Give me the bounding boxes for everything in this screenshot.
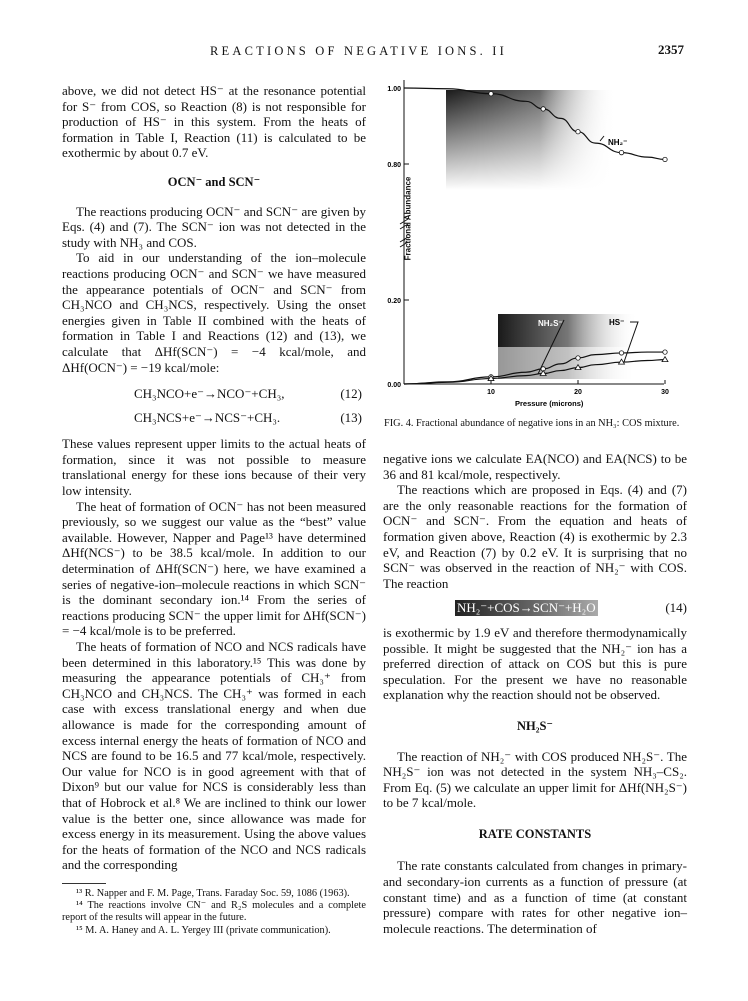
data-point <box>576 356 580 360</box>
x-axis-label: Pressure (microns) <box>515 399 584 408</box>
equation-12 <box>62 386 366 402</box>
y-tick-label: 1.00 <box>387 86 401 93</box>
y-axis-label: Fractional Abundance <box>403 176 413 261</box>
running-header: REACTIONS OF NEGATIVE IONS. II <box>210 44 508 58</box>
paragraph: above, we did not detect HS⁻ at the resonance potential for S⁻ from COS, so Reaction (8) is not responsible for production of HS⁻ in this system. From the heats of formation in Table I, Reaction (11) is calculated to be exothermic by about 0.7 eV. <box>62 83 366 161</box>
y-tick-label: 0.20 <box>387 298 401 305</box>
data-point <box>576 130 580 134</box>
equation-text: CH₃NCO+e⁻→NCO⁻+CH₃, <box>134 386 285 402</box>
x-tick-label: 10 <box>487 389 495 396</box>
equation-number: (14) <box>665 600 687 616</box>
section-heading-rate-constants: RATE CONSTANTS <box>478 826 592 841</box>
figure-4-chart <box>372 72 692 412</box>
equation-number: (12) <box>340 386 362 402</box>
figure-caption: FIG. 4. Fractional abundance of negative ions in an NH₃: COS mixture. <box>384 418 680 429</box>
paragraph: The reactions which are proposed in Eqs. (4) and (7) are the only reasonable reactions for the formation of OCN⁻ and SCN⁻. From the equation and heats of formation given above, Reaction (4) is exothermic by 2.3 eV, and Reaction (7) by 0.2 eV. It is surprising that no SCN⁻ was observed in the reaction of NH₂⁻ with COS. The reaction <box>383 482 687 591</box>
paragraph: To aid in our understanding of the ion–molecule reactions producing OCN⁻ and SCN⁻ we have measured the appearance potentials of OCN⁻ and SCN⁻ from CH₃NCO and CH₃NCS, respectively. Using the onset energies given in Table II combined with the heats of formation in Table I and Reactions (12) and (13), we calculate that ΔHf(SCN⁻) = −4 kcal/mole, and ΔHf(OCN⁻) = −19 kcal/mole: <box>62 250 366 375</box>
shading-artifact <box>446 90 616 190</box>
shading-artifact <box>498 347 638 379</box>
left-column <box>62 83 366 937</box>
equation-14 <box>455 600 687 616</box>
data-point <box>619 351 623 355</box>
label-nh2: NH₂⁻ <box>608 138 628 147</box>
paragraph: The reactions producing OCN⁻ and SCN⁻ are given by Eqs. (4) and (7). The SCN⁻ ion was not detected in the study with NH₃ and COS. <box>62 203 366 250</box>
paragraph: The heats of formation of NCO and NCS radicals have been determined in this laboratory.¹⁵ This was done by measuring the appearance potentials of CH₃⁺ from CH₃NCO and CH₃NCS. The CH₃⁺ was formed in each case with excess translational energy and when due allowance is made for the corresponding amount of excess internal energy the heats of formation of NCO and NCS are found to be 16.5 and 77 kcal/mole, respectively. Our value for NCO is in good agreement with that of Dixon⁹ but our value for NCS is considerably less than that of Hobrock et al.⁸ We are inclined to think our lower value is the better one, since allowance was made for excess energy in its measurement. Using the above values for the heats of formation of the NCO and NCS radicals and the corresponding <box>62 639 366 873</box>
equation-text: CH₃NCS+e⁻→NCS⁻+CH₃. <box>134 409 281 425</box>
equation-text: NH₂⁻+COS→SCN⁻+H₂O <box>457 600 596 616</box>
equation-number: (13) <box>340 409 362 425</box>
data-point <box>663 350 667 354</box>
footnote-14: ¹⁴ The reactions involve CN⁻ and R₂S molecules and a complete report of the results will appear in the future. <box>62 900 366 924</box>
footnotes <box>62 883 366 937</box>
label-nh2s: NH₂S⁻ <box>538 319 563 328</box>
equation-13 <box>62 410 366 426</box>
paragraph: These values represent upper limits to the actual heats of formation, since it was not possible to measure translational energy for these ions because of their very low intensity. <box>62 436 366 499</box>
data-point <box>489 92 493 96</box>
data-point <box>663 157 667 161</box>
x-tick-label: 30 <box>661 389 669 396</box>
data-point <box>541 107 545 111</box>
footnote-rule <box>62 883 106 884</box>
paragraph: The reaction of NH₂⁻ with COS produced NH₂S⁻. The NH₂S⁻ ion was not detected in the system NH₃–CS₂. From Eq. (5) we calculate an upper limit for ΔHf(NH₂S⁻) to be 7 kcal/mole. <box>383 748 687 811</box>
section-heading-nh2s: NH₂S⁻ <box>516 718 554 733</box>
label-hs: HS⁻ <box>609 318 625 327</box>
paragraph: The rate constants calculated from changes in primary- and secondary-ion currents as a function of pressure (at constant time) and as a function of time (at constant pressure) compare with rates for other negative ion–molecule reactions. The determination of <box>383 858 687 936</box>
page-number: 2357 <box>658 42 684 57</box>
paragraph: is exothermic by 1.9 eV and therefore thermodynamically possible. It might be suggested that the NH₂⁻ ion has a preferred direction of attack on COS but this is pure speculation. For the present we have no reasonable explanation why the reaction should not be observed. <box>383 624 687 703</box>
data-point <box>619 150 623 154</box>
y-tick-label: 0.00 <box>387 382 401 389</box>
section-heading-ocn-scn: OCN⁻ and SCN⁻ <box>167 174 261 189</box>
paragraph: negative ions we calculate EA(NCO) and EA(NCS) to be 36 and 81 kcal/mole, respectively. <box>383 451 687 482</box>
y-tick-label: 0.80 <box>387 162 401 169</box>
footnote-13: ¹³ R. Napper and F. M. Page, Trans. Faraday Soc. 59, 1086 (1963). <box>76 887 350 899</box>
paragraph: The heat of formation of OCN⁻ has not been measured previously, so we suggest our value as the “best” value available. However, Napper and Page¹³ have determined ΔHf(NCS⁻) to be 38.5 kcal/mole. In addition to our determination of ΔHf(SCN⁻) here, we have examined a series of negative-ion–molecule reactions in which SCN⁻ is the dominant secondary ion.¹⁴ From the series of reactions producing SCN⁻ the upper limit for ΔHf(SCN⁻) = −4 kcal/mole is to be preferred. <box>62 498 366 639</box>
right-column <box>383 451 687 936</box>
x-tick-label: 20 <box>574 389 582 396</box>
footnote-15: ¹⁵ M. A. Haney and A. L. Yergey III (private communication). <box>76 924 331 936</box>
